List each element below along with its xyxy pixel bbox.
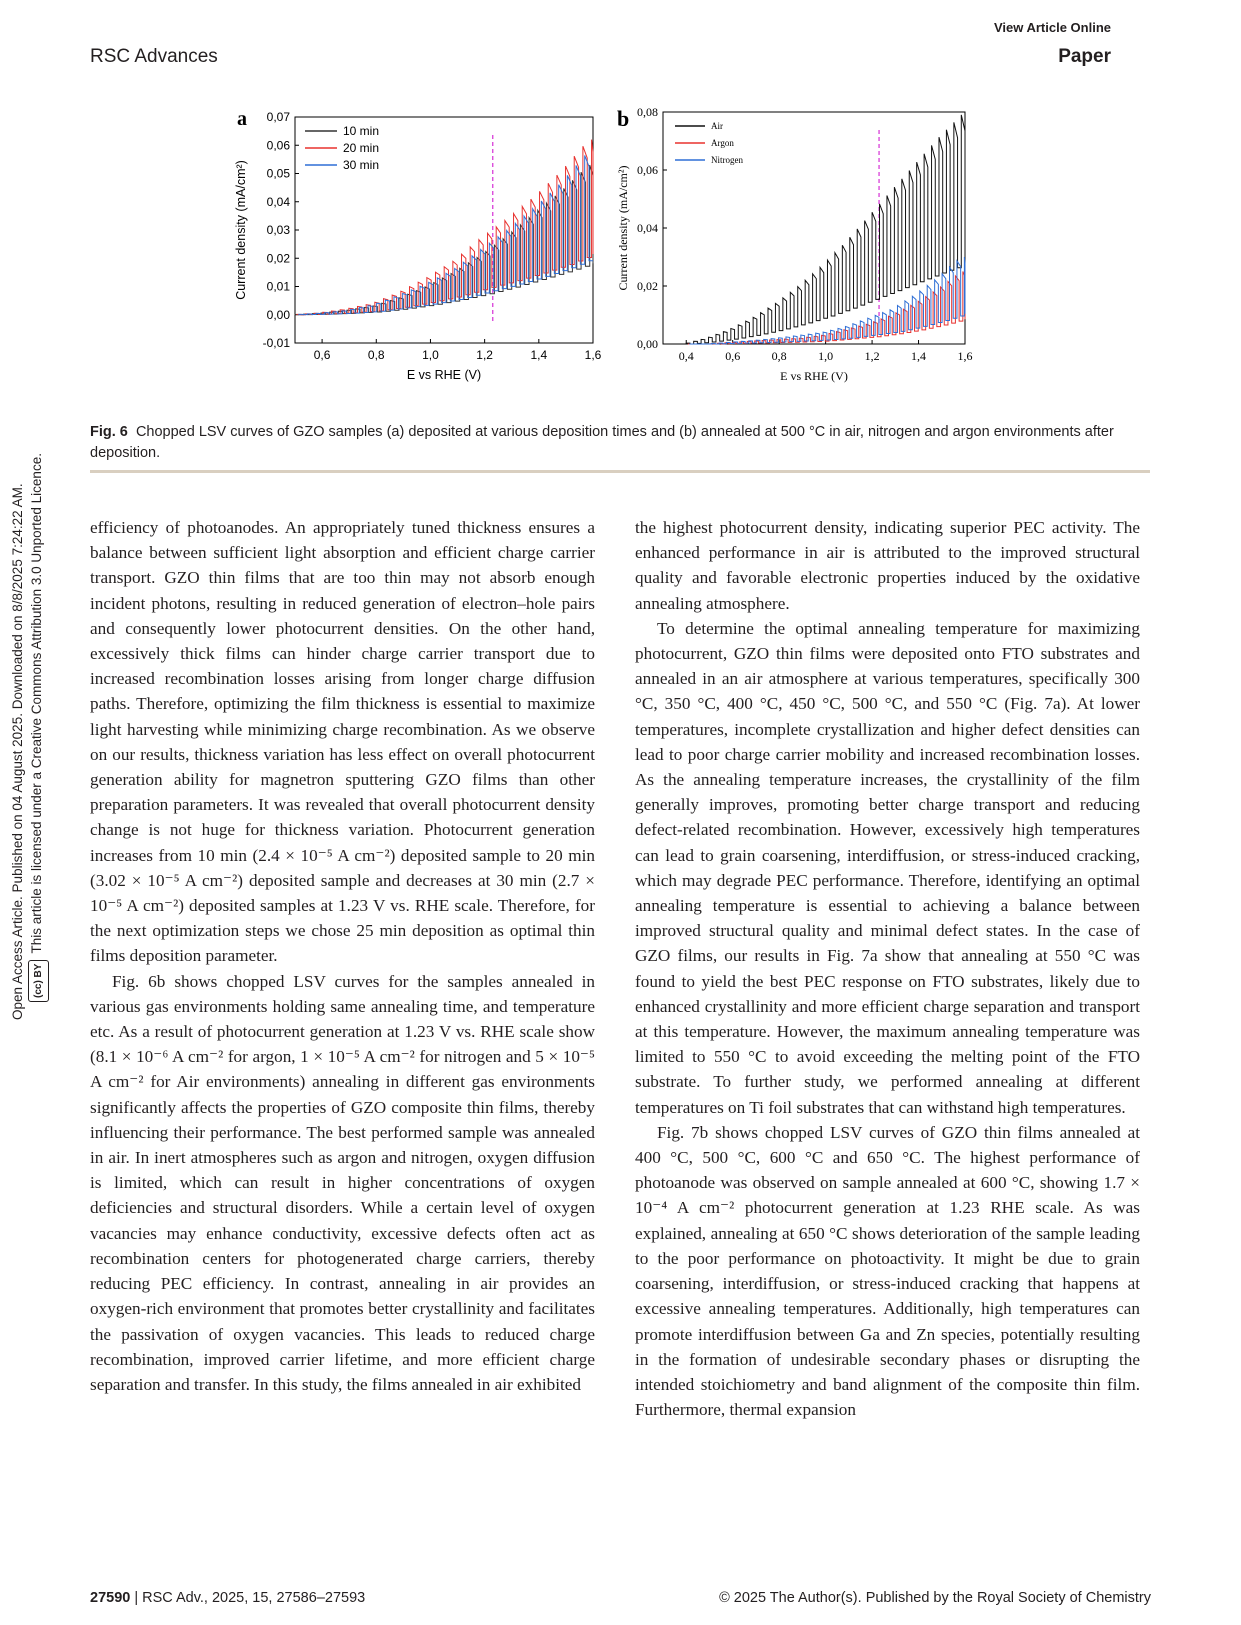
y-tick-label: 0,02 bbox=[266, 251, 290, 266]
caption-divider bbox=[90, 470, 1150, 473]
journal-title: RSC Advances bbox=[90, 46, 218, 67]
y-tick-label: 0,07 bbox=[266, 110, 290, 124]
legend-label: 20 min bbox=[343, 141, 380, 155]
panel-label-a: a bbox=[237, 108, 247, 130]
paragraph: To determine the optimal annealing temperature for maximizing photocurrent, GZO thin films were deposited onto FTO substrates and annealed in an air atmosphere at various temperatures, specifically 300 °C, 350 °C, 400 °C, 450 °C, 500 °C, and 550 °C (Fig. 7a). At lower temperatures, incomplete crystallization and higher defect densities can lead to poor charge carrier mobility and increased recombination losses. As the annealing temperature increases, the crystallinity of the film generally improves, promoting better charge transport and reducing defect-related recombination. However, excessively high temperatures can lead to grain coarsening, interdiffusion, or stress-induced cracking, which may degrade PEC performance. Therefore, identifying an optimal annealing temperature is essential to achieving a balance between improved structural quality and minimal defect states. In the case of GZO films, our results in Fig. 7a show that annealing at 550 °C was found to yield the best PEC response on FTO substrates, likely due to enhanced crystallinity and more efficient charge separation and transport at this temperature. However, the maximum annealing temperature was limited to 550 °C to avoid exceeding the melting point of the FTO substrate. To further study, we performed annealing at different temperatures on Ti foil substrates that can withstand high temperatures. bbox=[635, 618, 1140, 1117]
caption-label: Fig. 6 bbox=[90, 424, 128, 440]
y-axis-label: Current density (mA/cm²) bbox=[616, 165, 630, 291]
x-tick-label: 0,4 bbox=[678, 349, 694, 363]
chart-panel-b bbox=[615, 100, 985, 395]
y-tick-label: 0,05 bbox=[266, 166, 290, 181]
x-tick-label: 1,2 bbox=[864, 349, 880, 363]
paragraph: Fig. 7b shows chopped LSV curves of GZO thin films annealed at 400 °C, 500 °C, 600 °C and 650 °C. The highest performance of photoanode was observed on sample annealed at 600 °C, showing 1.7 × 10⁻⁴ A cm⁻² photocurrent generation at 1.23 RHE scale. As was explained, annealing at 650 °C shows deterioration of the sample leading to the poor performance on photoactivity. It might be due to grain coarsening, interdiffusion, or stress-induced cracking that happens at excessive annealing temperatures. Additionally, high temperatures can promote interdiffusion between Ga and Zn species, potentially resulting in the formation of undesirable secondary phases or disrupting the intended stoichiometry and band alignment of the composite thin film. Furthermore, thermal expansion bbox=[635, 1122, 1140, 1420]
y-tick-label: 0,06 bbox=[637, 163, 658, 177]
y-tick-label: 0,08 bbox=[637, 105, 658, 119]
chart-panel-a bbox=[225, 105, 610, 395]
y-tick-label: 0,06 bbox=[266, 138, 290, 153]
legend-label: 30 min bbox=[343, 158, 380, 172]
x-tick-label: 1,4 bbox=[911, 349, 927, 363]
y-tick-label: 0,02 bbox=[637, 279, 658, 293]
y-axis-label: Current density (mA/cm²) bbox=[234, 160, 248, 300]
paragraph: the highest photocurrent density, indicating superior PEC activity. The enhanced performance in air is attributed to the improved structural quality and favorable electronic properties induced by the oxidative annealing atmosphere. bbox=[635, 518, 1140, 613]
x-tick-label: 1,2 bbox=[476, 348, 493, 362]
x-tick-label: 0,6 bbox=[725, 349, 741, 363]
series-line bbox=[299, 155, 593, 314]
y-tick-label: 0,04 bbox=[266, 194, 290, 209]
figure-6 bbox=[0, 95, 1241, 415]
x-tick-label: 0,6 bbox=[313, 348, 331, 362]
footer-copyright: © 2025 The Author(s). Published by the Royal Society of Chemistry bbox=[719, 1590, 1151, 1606]
y-tick-label: 0,00 bbox=[266, 307, 290, 322]
legend-label: Argon bbox=[711, 138, 734, 148]
x-tick-label: 1,4 bbox=[530, 348, 548, 362]
body-column-right bbox=[635, 515, 1140, 1422]
x-tick-label: 1,0 bbox=[422, 348, 439, 362]
x-tick-label: 1,0 bbox=[818, 349, 834, 363]
body-column-left bbox=[90, 515, 595, 1397]
section-label: Paper bbox=[1058, 46, 1111, 67]
page-number: 27590 bbox=[90, 1590, 131, 1606]
cc-by-badge[interactable]: (cc) BY bbox=[28, 960, 49, 1002]
series-line bbox=[297, 140, 593, 315]
y-tick-label: 0,01 bbox=[266, 279, 290, 294]
licence-sidebar bbox=[8, 310, 50, 1020]
x-axis-label: E vs RHE (V) bbox=[406, 368, 482, 382]
paragraph: Fig. 6b shows chopped LSV curves for the samples annealed in various gas environments holding same annealing time, and temperature etc. As a result of photocurrent generation at 1.23 V vs. RHE scale show (8.1 × 10⁻⁶ A cm⁻² for argon, 1 × 10⁻⁵ A cm⁻² for nitrogen and 5 × 10⁻⁵ A cm⁻² for Air environments) annealing in different gas environments significantly affects the properties of GZO composite thin films, thereby influencing their performance. The best performed sample was annealed in air. In inert atmospheres such as argon and nitrogen, oxygen diffusion is limited, which can result in higher concentrations of oxygen deficiencies and structural disorders. While a certain level of oxygen vacancies may enhance conductivity, excessive defects often act as recombination centers for photogenerated charge carriers, thereby reducing PEC efficiency. In contrast, annealing in air provides an oxygen-rich environment that promotes better crystallinity and facilitates the passivation of oxygen vacancies. This leads to reduced charge recombination, improved carrier lifetime, and more efficient charge separation and transfer. In this study, the films annealed in air exhibited bbox=[90, 971, 595, 1394]
citation: | RSC Adv., 2025, 15, 27586–27593 bbox=[134, 1590, 366, 1606]
y-tick-label: 0,03 bbox=[266, 223, 290, 237]
y-tick-label: 0,00 bbox=[637, 337, 658, 351]
legend-label: 10 min bbox=[343, 124, 380, 138]
legend-label: Air bbox=[711, 121, 723, 131]
y-tick-label: -0,01 bbox=[262, 336, 290, 350]
x-tick-label: 0,8 bbox=[367, 348, 385, 362]
panel-label-b: b bbox=[617, 106, 630, 131]
view-article-online-link[interactable]: View Article Online bbox=[993, 20, 1111, 35]
licence-line-1: Open Access Article. Published on 04 August 2025. Downloaded on 8/8/2025 7:24:22 AM. bbox=[10, 483, 25, 1020]
licence-line-2[interactable]: This article is licensed under a Creative Commons Attribution 3.0 Unported Licence. bbox=[29, 453, 44, 954]
footer-citation bbox=[90, 1590, 365, 1606]
legend-label: Nitrogen bbox=[711, 155, 743, 165]
figure-caption bbox=[90, 422, 1150, 464]
x-axis-label: E vs RHE (V) bbox=[780, 369, 848, 383]
x-tick-label: 1,6 bbox=[584, 348, 602, 362]
x-tick-label: 0,8 bbox=[771, 349, 787, 363]
y-tick-label: 0,04 bbox=[637, 221, 658, 235]
paragraph: efficiency of photoanodes. An appropriately tuned thickness ensures a balance between sufficient light absorption and efficient charge carrier transport. GZO thin films that are too thin may not absorb enough incident photons, resulting in reduced generation of electron–hole pairs and consequently lower photocurrent densities. On the other hand, excessively thick films can hinder charge carrier transport due to increased recombination losses arising from longer charge diffusion paths. Therefore, optimizing the film thickness is essential to maximize light harvesting while minimizing charge recombination. As we observe on our results, thickness variation has less effect on overall photocurrent generation ability for magnetron sputtering GZO films than other preparation parameters. It was revealed that overall photocurrent density change is not huge for thickness variation. Photocurrent generation increases from 10 min (2.4 × 10⁻⁵ A cm⁻²) deposited sample to 20 min (3.02 × 10⁻⁵ A cm⁻²) deposited sample and decreases at 30 min (2.7 × 10⁻⁵ A cm⁻²) deposited samples at 1.23 V vs. RHE scale. Therefore, for the next optimization steps we chose 25 min deposition as optimal thin films deposition parameter. bbox=[90, 518, 595, 966]
x-tick-label: 1,6 bbox=[957, 349, 973, 363]
caption-text: Chopped LSV curves of GZO samples (a) deposited at various deposition times and (b) annealed at 500 °C in air, nitrogen and argon environments after deposition. bbox=[90, 424, 1114, 461]
